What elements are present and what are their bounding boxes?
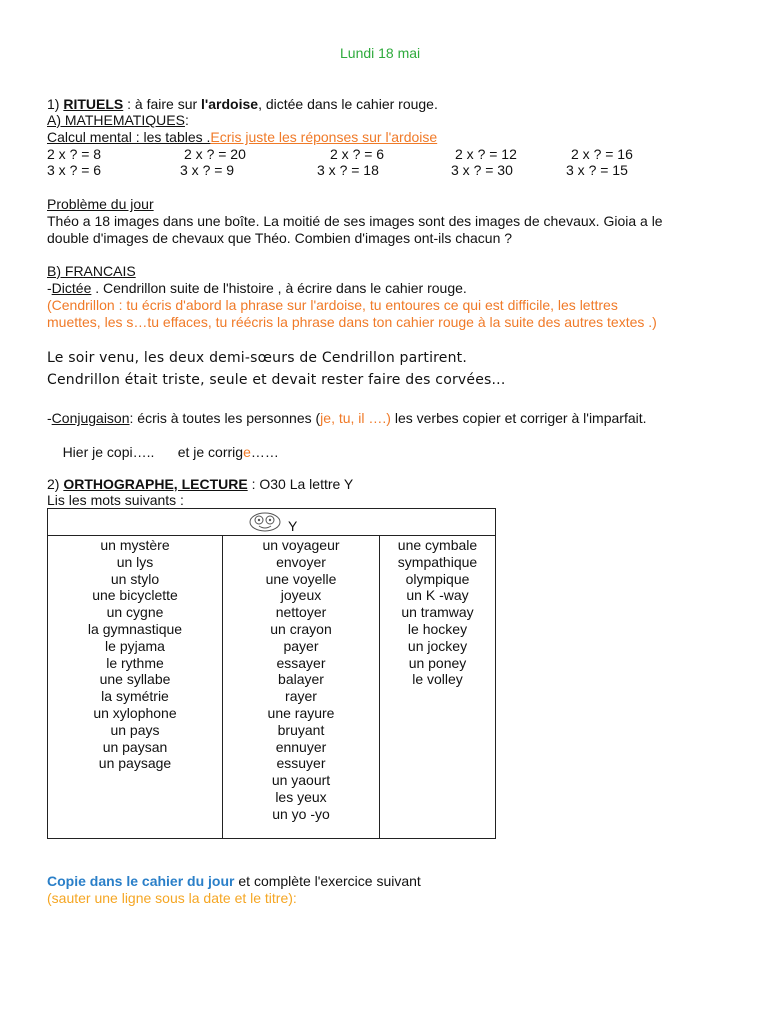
word-item: un cygne xyxy=(106,604,164,621)
word-item: un jockey xyxy=(407,637,468,654)
word-item: bruyant xyxy=(277,721,325,738)
dictee-line xyxy=(47,280,467,297)
word-item: un yaourt xyxy=(271,772,331,789)
word-item: le hockey xyxy=(407,620,468,637)
word-column-3 xyxy=(380,536,496,839)
example-letter: e xyxy=(243,444,251,460)
dictee-label: Dictée xyxy=(51,280,92,296)
probleme-title: Problème du jour xyxy=(47,196,154,212)
word-item: essayer xyxy=(276,654,326,671)
word-item: balayer xyxy=(278,671,324,688)
rituels-text: : à faire sur xyxy=(123,96,202,112)
probleme-line-1: Théo a 18 images dans une boîte. La moitié de ses images sont des images de chevaux. Gioia a le xyxy=(47,213,663,229)
conjugaison-text: : écris à toutes les personnes ( xyxy=(129,410,321,426)
calc-item: 3 x ? = 30 xyxy=(451,162,513,178)
calc-label: Calcul mental : les tables . xyxy=(47,129,211,145)
word-item: une voyelle xyxy=(265,570,337,587)
word-item: la symétrie xyxy=(101,688,169,705)
word-table-header xyxy=(48,509,496,536)
conjugaison-label: Conjugaison xyxy=(51,410,130,426)
conjugaison-example xyxy=(47,427,279,478)
word-table xyxy=(47,508,496,839)
maths-heading xyxy=(47,112,189,129)
word-item: les yeux xyxy=(275,788,327,805)
dictee-sentence-2: Cendrillon était triste, seule et devait rester faire des corvées... xyxy=(47,372,506,388)
smiley-icon xyxy=(248,511,282,533)
word-item: un paysage xyxy=(98,755,172,772)
word-item: un K -way xyxy=(406,587,469,604)
word-item: ennuyer xyxy=(275,738,327,755)
word-item: un paysan xyxy=(102,738,168,755)
word-item: essuyer xyxy=(276,755,326,772)
rituels-ardoise: l'ardoise xyxy=(201,96,259,112)
word-item: une syllabe xyxy=(99,671,171,688)
word-item: un mystère xyxy=(100,537,170,553)
copie-text: et complète l'exercice suivant xyxy=(234,873,421,889)
maths-heading-colon: : xyxy=(184,112,189,128)
word-item: un xylophone xyxy=(93,704,177,721)
calc-line xyxy=(47,129,437,146)
word-item: un yo -yo xyxy=(272,805,330,822)
example-dots: …… xyxy=(250,444,279,460)
word-item: le rythme xyxy=(106,654,164,671)
word-item: une cymbale xyxy=(397,537,478,553)
rituels-number: 1) xyxy=(47,96,64,112)
word-item: une rayure xyxy=(267,704,335,721)
orthographe-instruction: Lis les mots suivants : xyxy=(47,492,184,508)
orthographe-title: ORTHOGRAPHE, LECTURE xyxy=(63,476,248,492)
calc-item: 3 x ? = 9 xyxy=(180,162,235,178)
dictee-sentence-1: Le soir venu, les deux demi-sœurs de Cendrillon partirent. xyxy=(47,350,468,366)
word-item: un lys xyxy=(116,553,154,570)
example-text: Hier je copi….. et je corrig xyxy=(62,444,244,460)
calc-item: 2 x ? = 12 xyxy=(455,146,517,162)
conjugaison-pronouns: je, tu, il ….) xyxy=(320,410,391,426)
word-item: rayer xyxy=(285,688,317,705)
calc-item: 3 x ? = 18 xyxy=(317,162,379,178)
word-item: une bicyclette xyxy=(92,587,178,604)
dictee-note-2: muettes, les s…tu effaces, tu réécris la phrase dans ton cahier rouge à la suite des autres textes .) xyxy=(47,314,657,330)
word-item: un pays xyxy=(110,721,160,738)
letter-y: Y xyxy=(288,518,298,534)
word-item: payer xyxy=(283,637,319,654)
francais-heading: B) FRANCAIS xyxy=(47,263,136,279)
calc-instruction: Ecris juste les réponses sur l'ardoise xyxy=(210,129,438,145)
orthographe-suffix: : O30 La lettre Y xyxy=(247,476,354,492)
conjugaison-text-end: les verbes copier et corriger à l'imparfait. xyxy=(390,410,647,426)
word-item: la gymnastique xyxy=(87,620,183,637)
orthographe-heading xyxy=(47,476,353,493)
word-item: le volley xyxy=(412,671,463,688)
copie-bold: Copie dans le cahier du jour xyxy=(47,873,235,889)
dictee-dash: - xyxy=(47,280,52,296)
word-item: un stylo xyxy=(110,570,160,587)
dictee-note-1: (Cendrillon : tu écris d'abord la phrase sur l'ardoise, tu entoures ce qui est difficile, les lettres xyxy=(47,297,618,313)
rituels-suffix: , dictée dans le cahier rouge. xyxy=(258,96,438,112)
copie-note: (sauter une ligne sous la date et le titre): xyxy=(47,890,297,906)
word-item: nettoyer xyxy=(275,604,327,621)
calc-item: 2 x ? = 8 xyxy=(47,146,102,162)
conjugaison-dash: - xyxy=(47,410,52,426)
word-item: olympique xyxy=(405,570,470,587)
orthographe-number: 2) xyxy=(47,476,64,492)
calc-item: 3 x ? = 15 xyxy=(566,162,628,178)
rituels-title: RITUELS xyxy=(63,96,124,112)
word-item: le pyjama xyxy=(105,637,165,654)
calc-item: 2 x ? = 6 xyxy=(330,146,385,162)
probleme-line-2: double d'images de chevaux que Théo. Combien d'images ont-ils chacun ? xyxy=(47,230,513,246)
calc-item: 2 x ? = 20 xyxy=(184,146,246,162)
date-heading: Lundi 18 mai xyxy=(340,45,421,61)
word-item: sympathique xyxy=(397,553,478,570)
word-item: un poney xyxy=(408,654,467,671)
maths-heading-text: A) MATHEMATIQUES xyxy=(47,112,185,128)
word-item: un voyageur xyxy=(262,537,340,553)
calc-item: 3 x ? = 6 xyxy=(47,162,102,178)
word-item: envoyer xyxy=(276,553,326,570)
copie-line xyxy=(47,873,421,890)
word-item: un crayon xyxy=(270,620,332,637)
conjugaison-line xyxy=(47,410,647,427)
calc-item: 2 x ? = 16 xyxy=(571,146,633,162)
dictee-text: . Cendrillon suite de l'histoire , à écrire dans le cahier rouge. xyxy=(91,280,467,296)
word-column-2 xyxy=(223,536,380,839)
rituels-line xyxy=(47,96,438,113)
word-column-1 xyxy=(48,536,223,839)
word-item: joyeux xyxy=(280,587,322,604)
word-item: un tramway xyxy=(401,604,474,621)
